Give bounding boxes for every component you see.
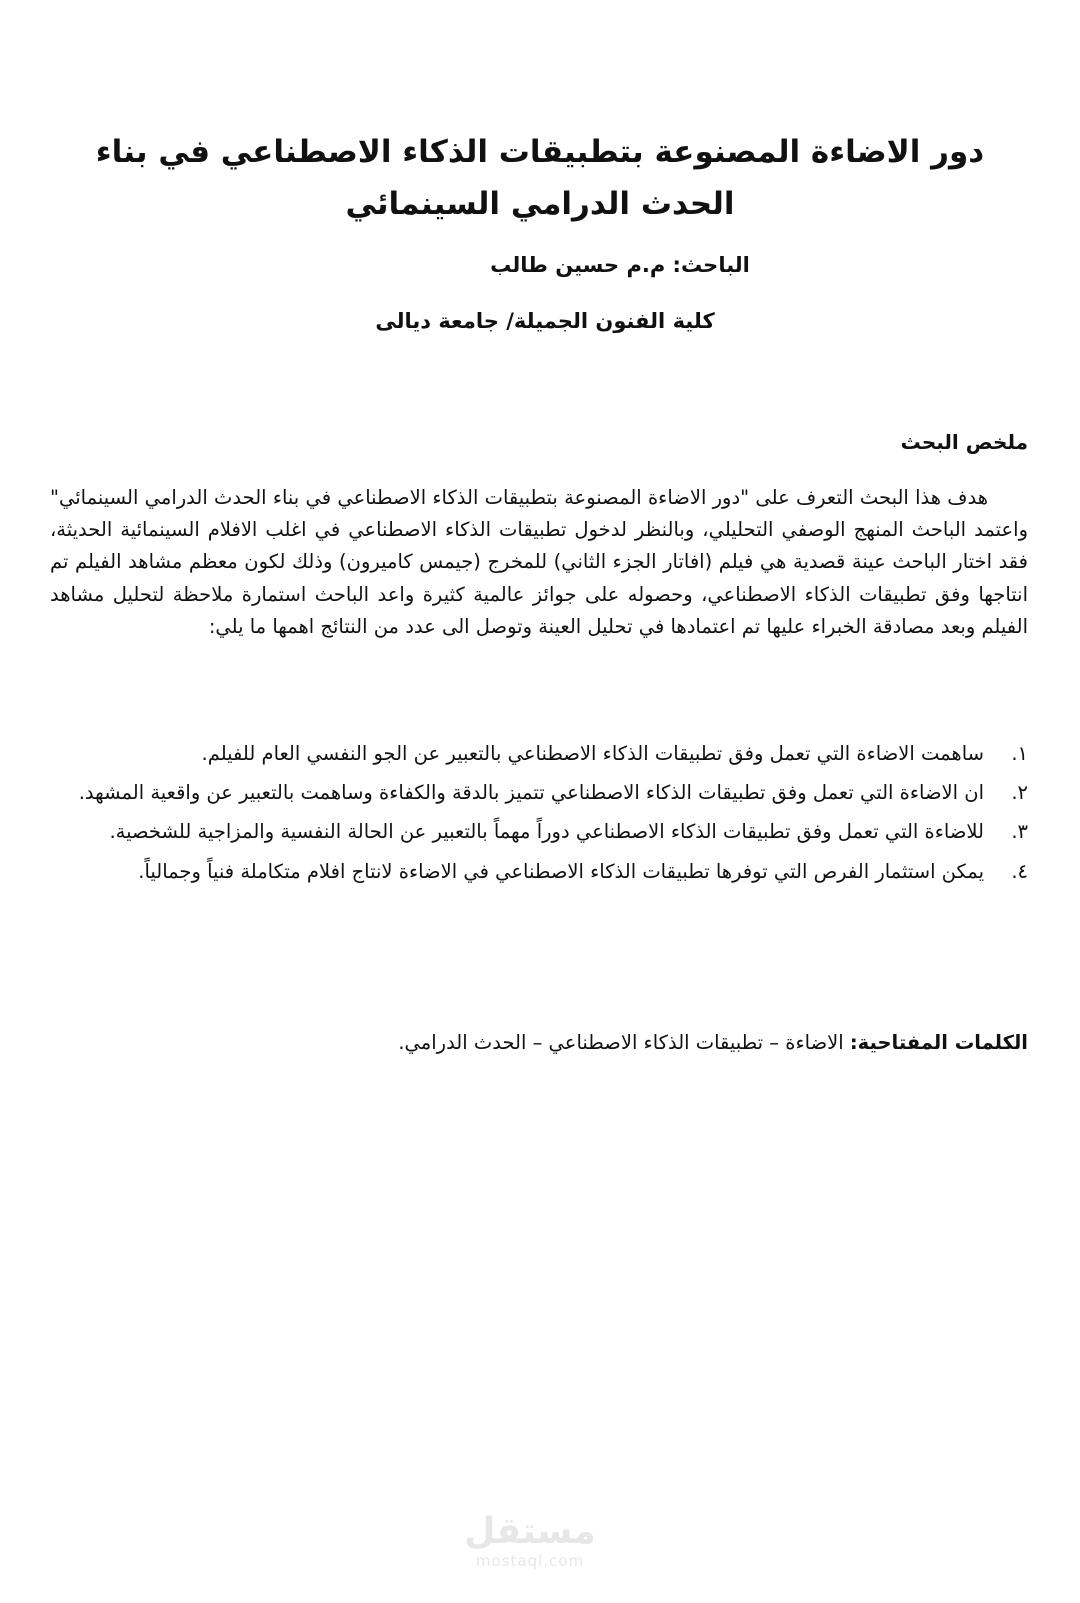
- result-text: ساهمت الاضاءة التي تعمل وفق تطبيقات الذكاء الاصطناعي بالتعبير عن الجو النفسي العام للفيلم.: [201, 742, 984, 765]
- result-text: ان الاضاءة التي تعمل وفق تطبيقات الذكاء الاصطناعي تتميز بالدقة والكفاءة وساهمت بالتعبير عن واقعية المشهد.: [78, 781, 984, 805]
- abstract-body: هدف هذا البحث التعرف على "دور الاضاءة المصنوعة بتطبيقات الذكاء الاصطناعي في بناء الحدث الدرامي السينمائي" واعتمد الباحث المنهج الوصفي التحليلي، وبالنظر لدخول تطبيقات الذكاء الاصطناعي في اغلب الافلام السينمائية الحديثة، فقد اختار الباحث عينة قصدية هي فيلم (افاتار الجزء الثاني) للمخرج (جيمس كاميرون) وذلك لكون معظم مشاهد الفيلم تم انتاجها وفق تطبيقات الذكاء الاصطناعي، وحصوله على جوائز عالمية كثيرة واعد الباحث استمارة ملاحظة لتحليل مشاهد الفيلم وبعد مصادقة الخبراء عليها تم اعتمادها في تحليل العينة وتوصل الى عدد من النتائج اهمها ما يلي:: [50, 486, 1028, 638]
- result-number: ١.: [1011, 742, 1028, 765]
- affiliation: كلية الفنون الجميلة/ جامعة ديالى: [375, 309, 715, 333]
- result-number: ٤.: [1011, 859, 1028, 883]
- result-text: للاضاءة التي تعمل وفق تطبيقات الذكاء الاصطناعي دوراً مهماً بالتعبير عن الحالة النفسية والمزاجية للشخصية.: [109, 820, 984, 844]
- result-item: [50, 816, 1028, 848]
- keywords-text: الاضاءة – تطبيقات الذكاء الاصطناعي – الحدث الدرامي.: [398, 1031, 850, 1054]
- researcher-name: الباحث: م.م حسين طالب: [490, 253, 750, 277]
- keywords: [50, 1028, 1028, 1058]
- abstract-heading: ملخص البحث: [900, 430, 1028, 454]
- result-item: [50, 856, 1028, 888]
- keywords-label: الكلمات المفتاحية:: [849, 1031, 1028, 1054]
- watermark-logo: مستقل: [464, 1511, 596, 1552]
- result-number: ٢.: [1011, 781, 1028, 805]
- result-text: يمكن استثمار الفرص التي توفرها تطبيقات الذكاء الاصطناعي في الاضاءة لانتاج افلام متكاملة فنياً وجمالياً.: [138, 859, 984, 883]
- result-item: [50, 777, 1028, 809]
- document-title: دور الاضاءة المصنوعة بتطبيقات الذكاء الاصطناعي في بناء الحدث الدرامي السينمائي: [95, 134, 985, 222]
- results-list: [50, 738, 1028, 895]
- result-item: [50, 738, 1028, 770]
- watermark-url: mostaql.com: [475, 1552, 585, 1570]
- result-number: ٣.: [1011, 820, 1028, 844]
- mostaql-watermark: [455, 1512, 605, 1570]
